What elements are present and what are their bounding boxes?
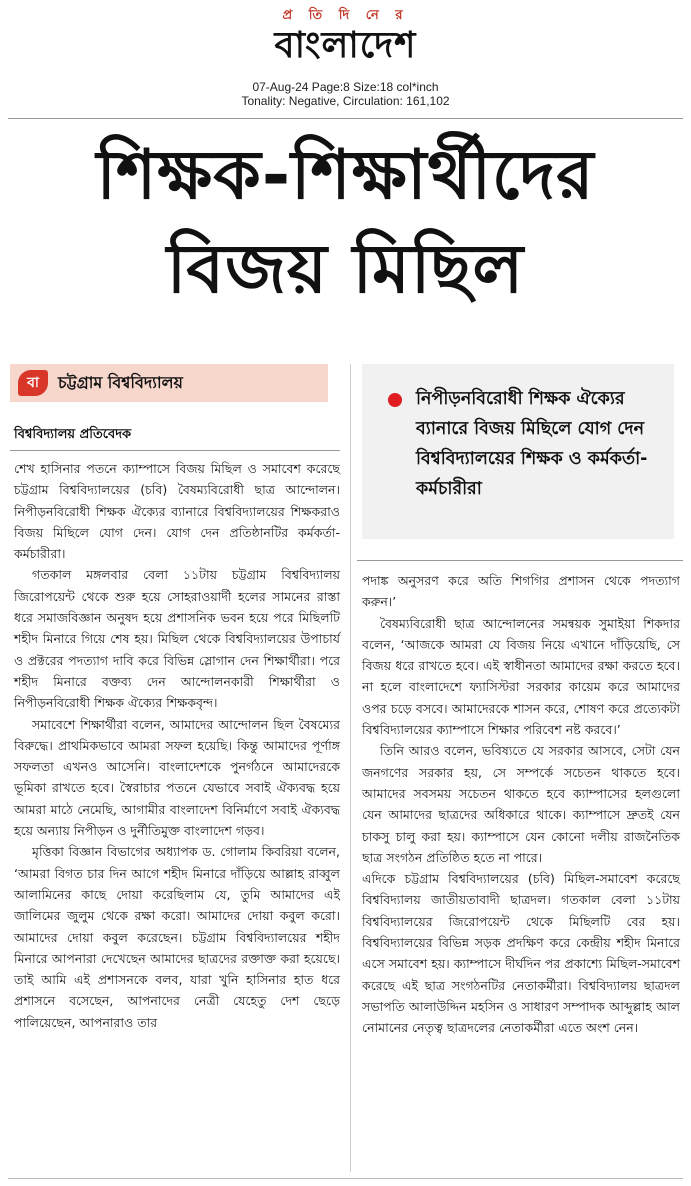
masthead bbox=[0, 0, 691, 112]
paragraph: বৈষম্যবিরোধী ছাত্র আন্দোলনের সমন্বয়ক সুমাইয়া শিকদার বলেন, ‘আজকে আমরা যে বিজয় নিয়ে এখানে দাঁড়িয়েছি, সে বিজয় ধরে রাখতে হবে। এই স্বাধীনতা আমাদের রক্ষা করতে হবে। না হলে বাংলাদেশে ফ্যাসিস্টরা সরকার কায়েম করে আমাদের ওপর চড়ে বসবে। আমাদেরকে শাসন করে, শোষণ করে প্রত্যেকটা বিশ্ববিদ্যালয়ের ক্যাম্পাসে শিক্ষার পরিবেশ নষ্ট করবে।’ bbox=[362, 615, 680, 738]
reporter-byline: বিশ্ববিদ্যালয় প্রতিবেদক bbox=[14, 427, 132, 442]
paragraph: শেখ হাসিনার পতনে ক্যাম্পাসে বিজয় মিছিল ও সমাবেশ করেছে চট্টগ্রাম বিশ্ববিদ্যালয়ের (চবি) বৈষম্যবিরোধী ছাত্র আন্দোলন। নিপীড়নবিরোধী শিক্ষক ঐক্যের ব্যানারে বিশ্ববিদ্যালয়ের শিক্ষকরাও বিজয় মিছিলে যোগ দেন। যোগ দেন প্রতিষ্ঠানটির কর্মকর্তা-কর্মচারীরা। bbox=[14, 461, 340, 562]
bullet-icon bbox=[388, 393, 402, 407]
dateline-place: চট্টগ্রাম বিশ্ববিদ্যালয় bbox=[58, 373, 183, 392]
paragraph: পদাঙ্ক অনুসরণ করে অতি শিগগির প্রশাসন থেকে পদত্যাগ করুন।’ bbox=[362, 573, 680, 610]
dateline-tag: বা bbox=[18, 370, 48, 396]
masthead-tagline: প্র তি দি নে র bbox=[282, 8, 409, 23]
clipping-meta-tonality: Tonality: Negative, Circulation: 161,102 bbox=[241, 94, 450, 108]
paragraph: সমাবেশে শিক্ষার্থীরা বলেন, আমাদের আন্দোলন ছিল বৈষম্যের বিরুদ্ধে। প্রাথমিকভাবে আমরা সফল হয়েছি। কিন্তু আমাদের পূর্ণাঙ্গ সফলতা এখনও আসেনি। বাংলাদেশকে পুনর্গঠনে আমাদেরকে ভূমিকা রাখতে হবে। স্বৈরাচার পতনে যেভাবে সবাই ঐক্যবদ্ধ হয়ে আমরা মাঠে নেমেছি, আগামীর বাংলাদেশ বিনির্মাণে সবাই ঐক্যবদ্ধ হয়ে অন্যায় নিপীড়ন ও দুর্নীতিমুক্ত বাংলাদেশ গড়ব। bbox=[14, 716, 340, 839]
paragraph: এদিকে চট্টগ্রাম বিশ্ববিদ্যালয়ের (চবি) মিছিল-সমাবেশ করেছে বিশ্ববিদ্যালয় জাতীয়তাবাদী ছাত্রদল। গতকাল বেলা ১১টায় বিশ্ববিদ্যালয়ের জিরোপয়েন্ট থেকে মিছিলটি বের হয়। বিশ্ববিদ্যালয়ের বিভিন্ন সড়ক প্রদক্ষিণ করে কেন্দ্রীয় শহীদ মিনারে এসে সমাবেশ হয়। ক্যাম্পাসে দীর্ঘদিন পর প্রকাশ্যে মিছিল-সমাবেশ করেছে এই ছাত্র সংগঠনটির নেতাকর্মীরা। বিশ্ববিদ্যালয় ছাত্রদল সভাপতি আলাউদ্দিন মহসিন ও সাধারণ সম্পাদক আব্দুল্লাহ আল নোমানের নেতৃত্ব ছাত্রদলের নেতাকর্মীরা এতে অংশ নেন। bbox=[362, 871, 680, 1036]
divider bbox=[8, 1178, 683, 1179]
headline-line-2: বিজয় মিছিল bbox=[166, 230, 525, 309]
headline-line-1: শিক্ষক-শিক্ষার্থীদের bbox=[96, 136, 595, 215]
headline bbox=[0, 130, 691, 318]
paragraph: মৃত্তিকা বিজ্ঞান বিভাগের অধ্যাপক ড. গোলাম কিবরিয়া বলেন, ‘আমরা বিগত চার দিন আগে শহীদ মিনারে দাঁড়িয়ে আল্লাহ রাব্বুল আলামিনের কাছে দোয়া করেছিলাম যে, তুমি আমাদের এই জালিমের জুলুম থেকে রক্ষা করো। আমাদের দোয়া কবুল করো। আমাদের দোয়া কবুল করেছেন। চট্টগ্রাম বিশ্ববিদ্যালয়ের শহীদ মিনারে আপনারা দেখেছেন আমাদের ছাত্রদের রক্তাক্ত করা হয়েছে। তাই আমি এই প্রশাসনকে বলব, যারা খুনি হাসিনার হাত ধরে প্রশাসনে বসেছেন, আপনাদের নেত্রী যেহেতু দেশ ছেড়ে পালিয়েছেন, আপনারাও তার bbox=[14, 844, 340, 1030]
pull-quote: নিপীড়নবিরোধী শিক্ষক ঐক্যের ব্যানারে বিজয় মিছিলে যোগ দেন বিশ্ববিদ্যালয়ের শিক্ষক ও কর্মকর্তা-কর্মচারীরা bbox=[416, 389, 648, 499]
column-divider bbox=[350, 364, 351, 1172]
article-left-column bbox=[14, 458, 340, 1033]
clipping-meta-date: 07-Aug-24 Page:8 Size:18 col*inch bbox=[252, 80, 439, 94]
masthead-logo: বাংলাদেশ bbox=[274, 25, 417, 66]
divider bbox=[10, 450, 340, 451]
article-right-column bbox=[362, 570, 680, 1039]
paragraph: তিনি আরও বলেন, ভবিষ্যতে যে সরকার আসবে, সেটা যেন জনগণের সরকার হয়, সে সম্পর্কে সচেতন থাকতে হবে। আমাদের সবসময় সচেতন থাকতে হবে ক্যাম্পাসের হলগুলো যেন আমাদের ছাত্রদের অধিকারে থাকে। ক্যাম্পাসে দ্রুতই যেন চাকসু চালু করা হয়। ক্যাম্পাসে যেন কোনো দলীয় রাজনৈতিক ছাত্র সংগঠন প্রতিষ্ঠিত হতে না পারে। bbox=[362, 743, 680, 865]
divider bbox=[357, 560, 683, 561]
divider bbox=[8, 118, 683, 119]
paragraph: গতকাল মঙ্গলবার বেলা ১১টায় চট্টগ্রাম বিশ্ববিদ্যালয় জিরোপয়েন্ট থেকে শুরু হয়ে সোহরাওয়ার্দী হলের সামনের রাস্তা ধরে সমাজবিজ্ঞান অনুষদ হয়ে প্রশাসনিক ভবন হয়ে পরে মিছিলটি শহীদ মিনারে গিয়ে শেষ হয়। মিছিল থেকে বিশ্ববিদ্যালয়ের উপাচার্য ও প্রক্টরের পদত্যাগ দাবি করে বিভিন্ন স্লোগান দেন শিক্ষার্থীরা। পরে শহীদ মিনারে বক্তব্য দেন আন্দোলনকারী শিক্ষার্থীরা ও নিপীড়নবিরোধী শিক্ষক ঐক্যের শিক্ষকবৃন্দ। bbox=[14, 567, 340, 711]
